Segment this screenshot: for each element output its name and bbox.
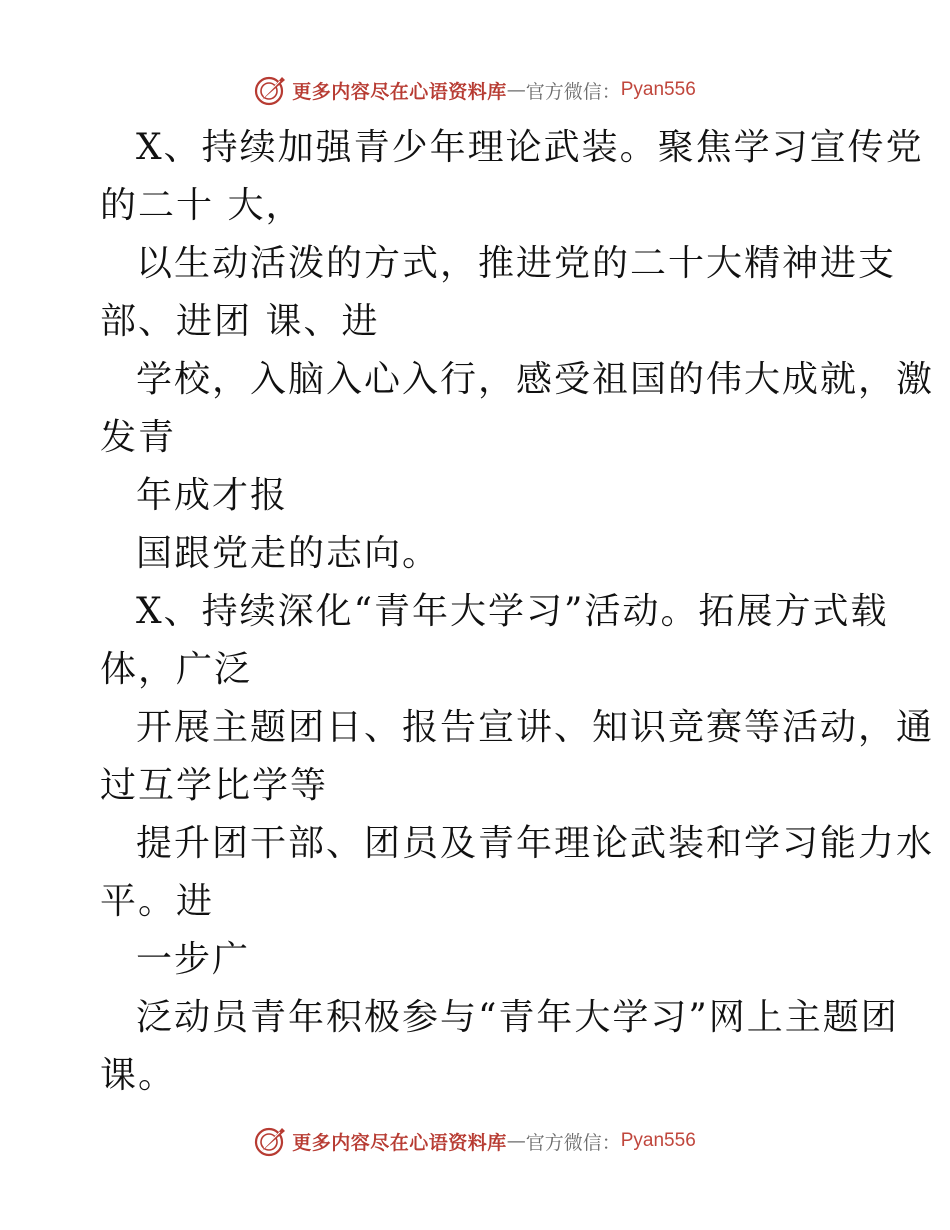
body-line-8: 国跟党走的志向。 — [136, 533, 441, 574]
body-line-3: 以生动活泼的方式，推进党的二十大精神进支 — [136, 243, 897, 284]
footer-wechat-id: Pyan556 — [620, 1130, 696, 1151]
body-line-15: 一步广 — [136, 939, 251, 980]
body-line-1: X、持续加强青少年理论武装。聚焦学习宣传党 — [136, 127, 924, 168]
body-line-16: 泛动员青年积极参与“青年大学习”网上主题团 — [136, 997, 899, 1038]
body-line-9: X、持续深化“青年大学习”活动。拓展方式载 — [136, 591, 889, 632]
body-line-5: 学校，入脑入心入行，感受祖国的伟大成就，激 — [136, 359, 935, 400]
body-line-4: 部、进团 课、进 — [100, 301, 380, 342]
footer-banner — [0, 1121, 950, 1161]
body-line-2: 的二十 大， — [100, 185, 304, 226]
body-line-13: 提升团干部、团员及青年理论武装和学习能力水 — [136, 823, 935, 864]
body-line-7: 年成才报 — [136, 475, 289, 516]
body-line-6: 发青 — [100, 417, 177, 458]
body-line-11: 开展主题团日、报告宣讲、知识竞赛等活动，通 — [136, 707, 935, 748]
header-separator: — — [506, 79, 526, 101]
footer-separator: — — [506, 1130, 526, 1152]
header-banner — [0, 70, 950, 110]
body-line-14: 平。进 — [100, 881, 215, 922]
header-brand-text: 更多内容尽在心语资料库 — [292, 80, 507, 103]
body-line-17: 课。 — [100, 1055, 177, 1096]
header-wechat-label: 官方微信： — [525, 80, 621, 103]
quill-pen-logo-icon — [254, 73, 288, 107]
footer-brand-text: 更多内容尽在心语资料库 — [292, 1131, 507, 1154]
body-line-10: 体，广泛 — [100, 649, 253, 690]
footer-wechat-label: 官方微信： — [525, 1131, 621, 1154]
quill-pen-logo-icon — [254, 1124, 288, 1158]
header-wechat-id: Pyan556 — [620, 79, 696, 100]
body-line-12: 过互学比学等 — [100, 765, 329, 806]
